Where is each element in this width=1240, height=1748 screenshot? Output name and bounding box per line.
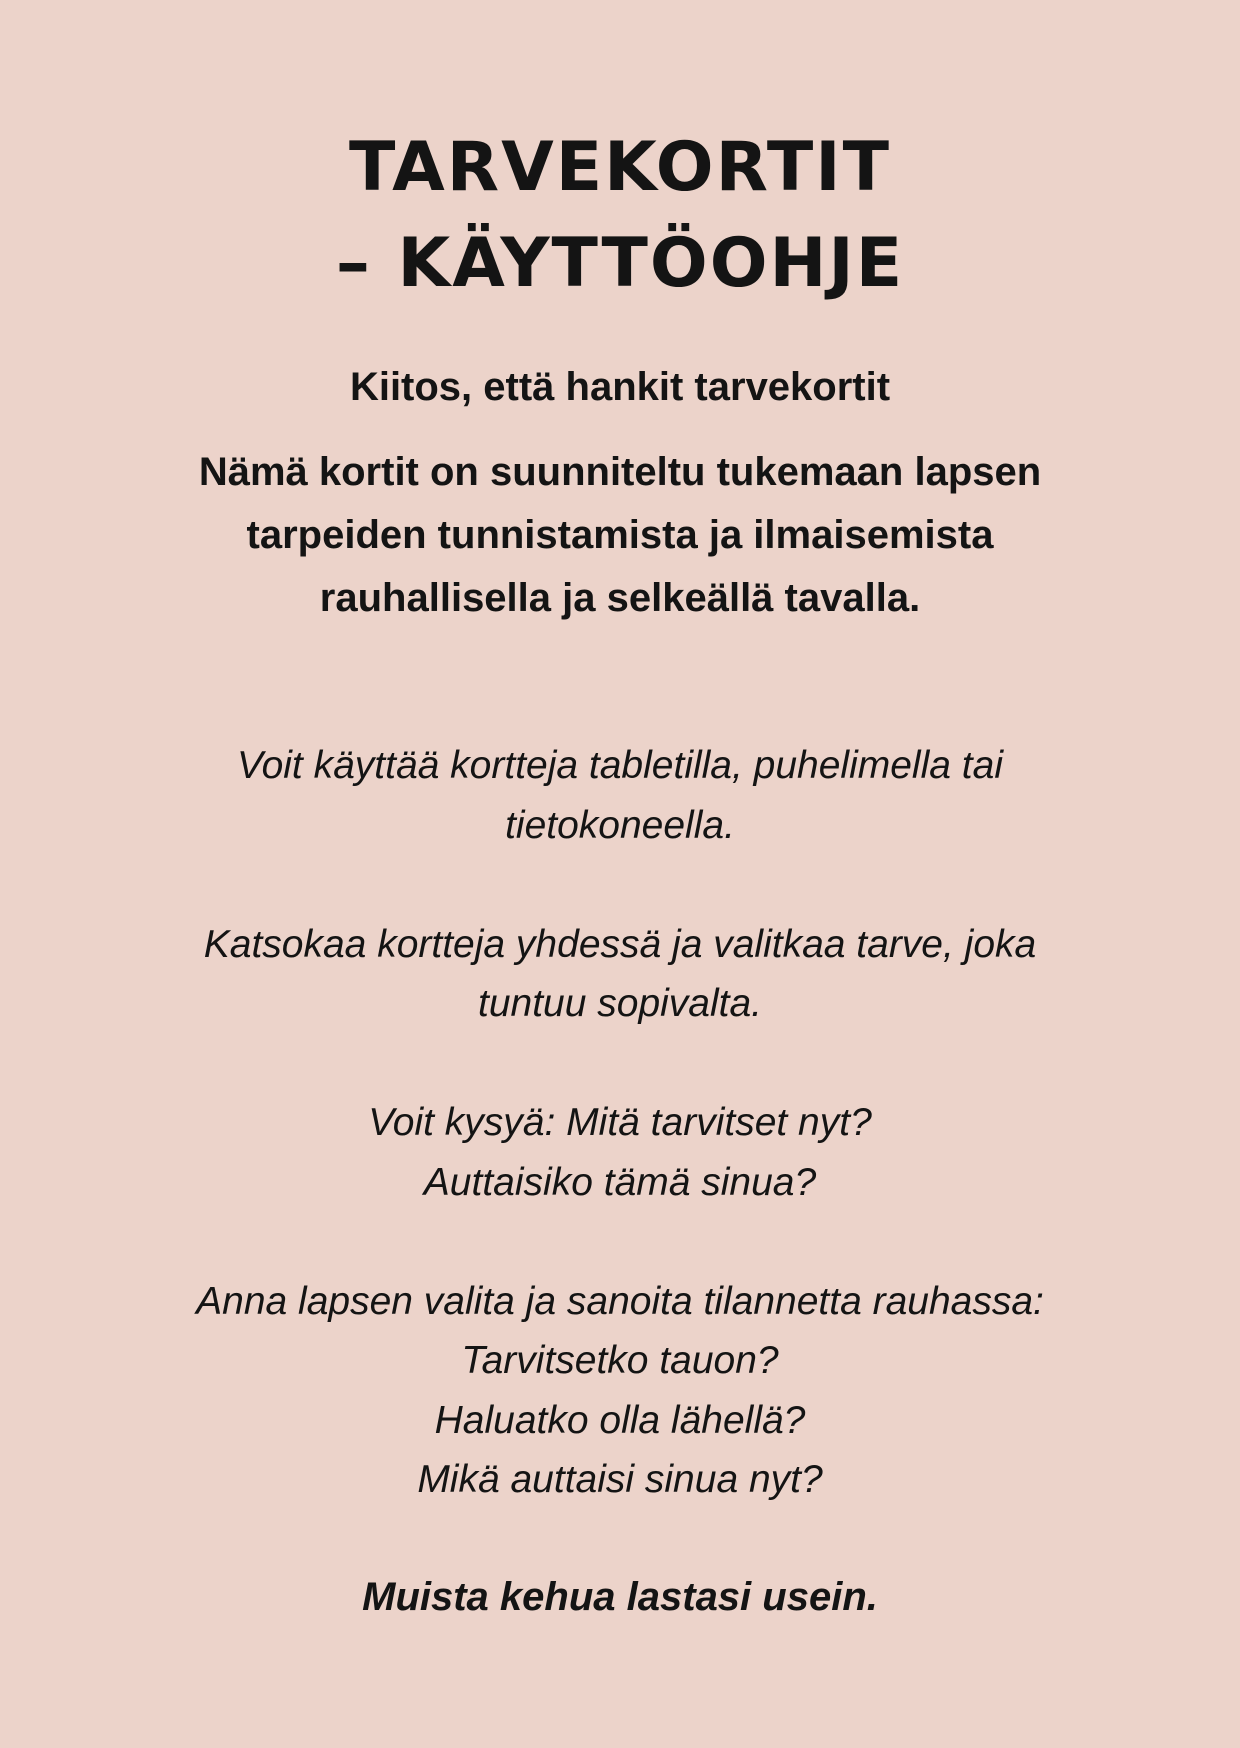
instruction-line: Anna lapsen valita ja sanoita tilannetta rauhassa:: [196, 1279, 1044, 1323]
instruction-line: Auttaisiko tämä sinua?: [423, 1160, 817, 1204]
subtitle: Kiitos, että hankit tarvekortit: [349, 365, 891, 409]
paragraph-spacer: [100, 1212, 1140, 1272]
instruction-line: tietokoneella.: [505, 803, 735, 847]
instruction-line: Haluatko olla lähellä?: [434, 1398, 806, 1442]
instructions-block: [100, 736, 1140, 1510]
closing-note: Muista kehua lastasi usein.: [362, 1575, 878, 1619]
instruction-line: Tarvitsetko tauon?: [461, 1339, 779, 1382]
instruction-line: Mikä auttaisi sinua nyt?: [417, 1458, 823, 1501]
paragraph-spacer: [100, 855, 1140, 915]
intro-paragraph: Nämä kortit on suunniteltu tukemaan lapsen tarpeiden tunnistamista ja ilmaisemista rauhallisella ja selkeällä tavalla.: [198, 450, 1042, 620]
paragraph-spacer: [100, 1034, 1140, 1094]
page-title: [0, 120, 1240, 312]
instruction-line: Katsokaa kortteja yhdessä ja valitkaa tarve, joka: [203, 922, 1037, 966]
title-line-1: TARVEKORTIT: [349, 128, 891, 207]
title-line-2: – KÄYTTÖOHJE: [335, 224, 905, 303]
instruction-line: tuntuu sopivalta.: [477, 982, 763, 1025]
instruction-line: Voit käyttää kortteja tabletilla, puhelimella tai: [237, 744, 1003, 787]
instruction-line: Voit kysyä: Mitä tarvitset nyt?: [368, 1101, 872, 1144]
